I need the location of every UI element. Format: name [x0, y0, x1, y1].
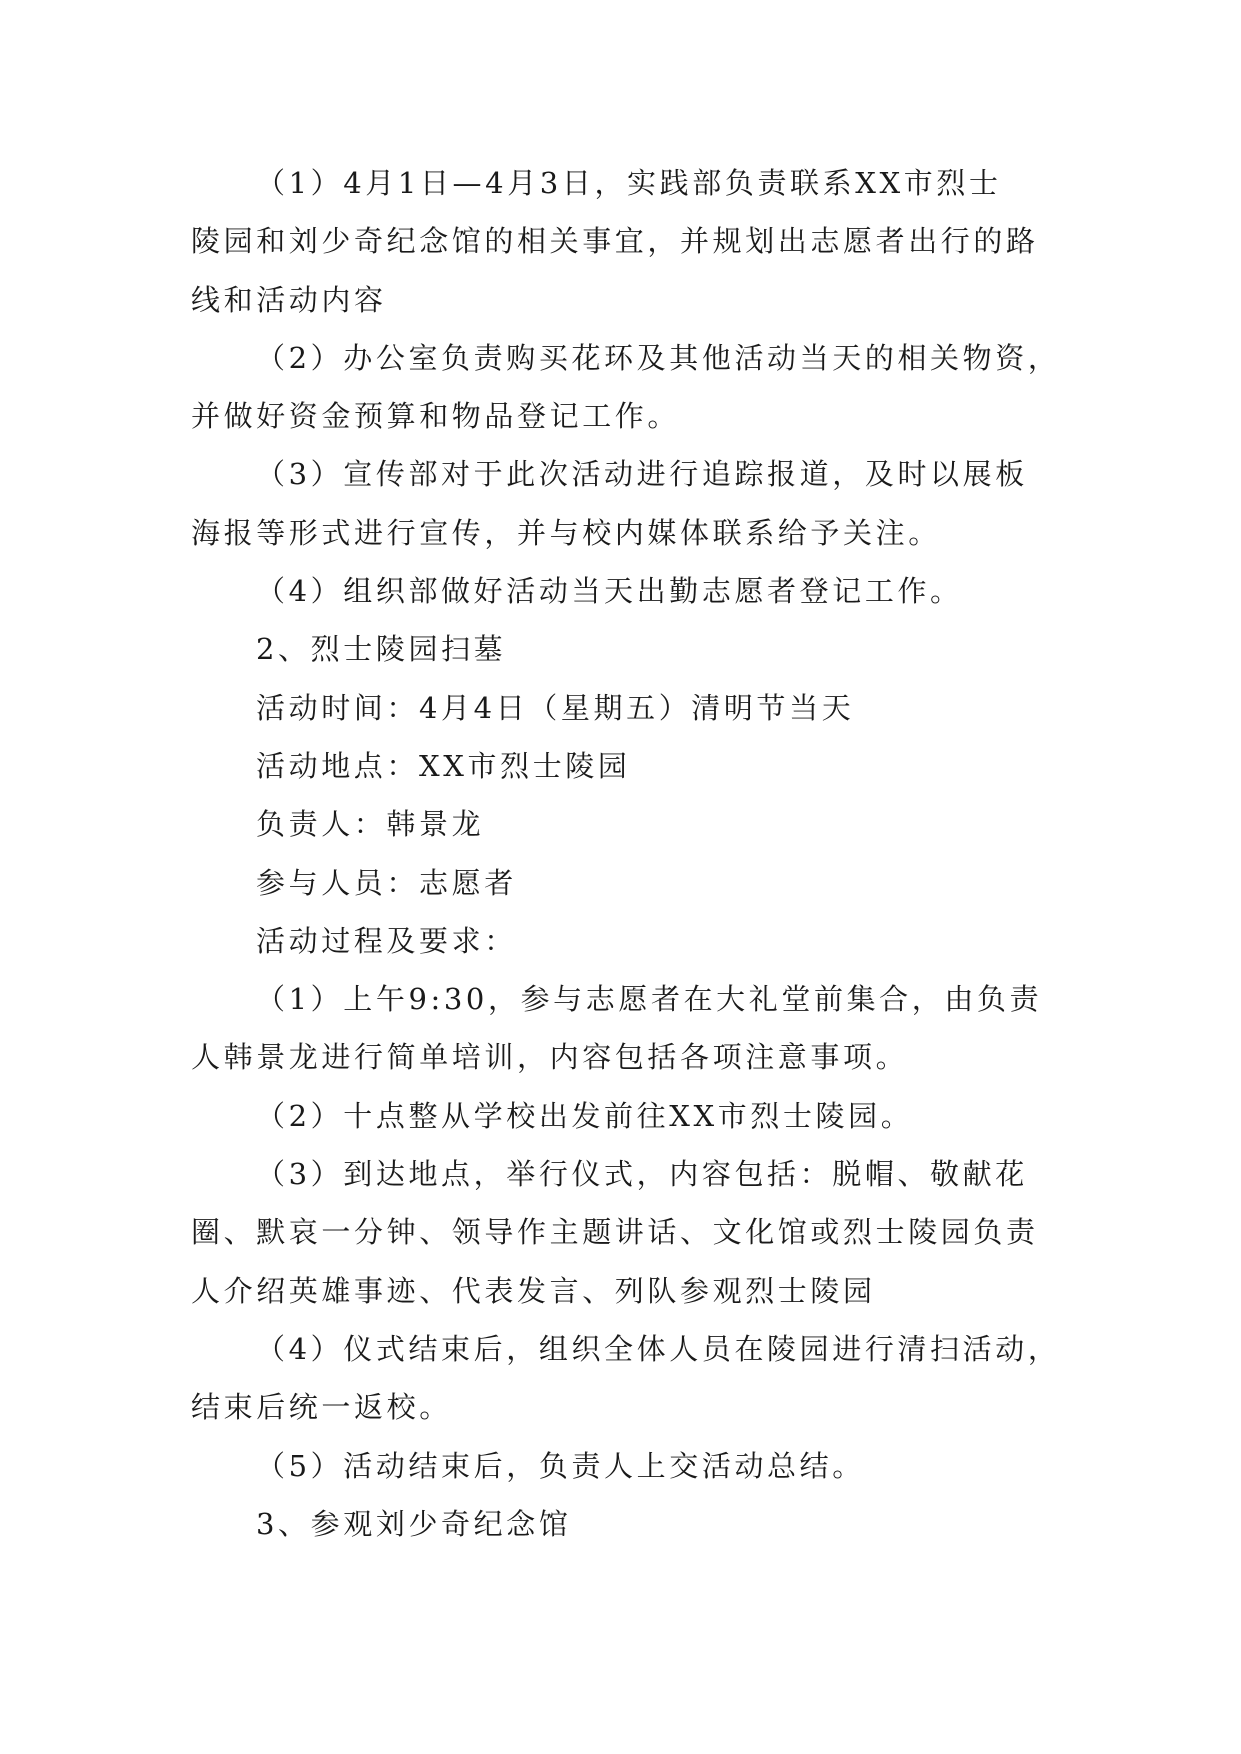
text-line: 陵园和刘少奇纪念馆的相关事宜，并规划出志愿者出行的路 [191, 224, 1039, 259]
text-line: （2）办公室负责购买花环及其他活动当天的相关物资， [256, 340, 1061, 375]
text-line: 人韩景龙进行简单培训，内容包括各项注意事项。 [191, 1040, 909, 1075]
text-line: 活动地点：XX市烈士陵园 [256, 748, 631, 783]
text-line: 参与人员：志愿者 [256, 865, 517, 900]
text-line: 线和活动内容 [191, 282, 387, 317]
text-line: （3）宣传部对于此次活动进行追踪报道，及时以展板 [256, 457, 1028, 492]
text-line: 圈、默哀一分钟、领导作主题讲话、文化馆或烈士陵园负责 [191, 1215, 1039, 1250]
text-line: 活动时间：4月4日（星期五）清明节当天 [256, 690, 855, 725]
section-heading: 3、参观刘少奇纪念馆 [256, 1506, 572, 1541]
text-line: （4）组织部做好活动当天出勤志愿者登记工作。 [256, 574, 963, 609]
text-line: （2）十点整从学校出发前往XX市烈士陵园。 [256, 1098, 914, 1133]
text-line: 海报等形式进行宣传，并与校内媒体联系给予关注。 [191, 515, 941, 550]
document-body [191, 154, 1061, 1553]
text-line: 并做好资金预算和物品登记工作。 [191, 399, 681, 434]
text-line: 人介绍英雄事迹、代表发言、列队参观烈士陵园 [191, 1273, 876, 1308]
text-line: （1）上午9:30，参与志愿者在大礼堂前集合，由负责 [256, 982, 1043, 1017]
text-line: 结束后统一返校。 [191, 1390, 452, 1425]
text-line: （4）仪式结束后，组织全体人员在陵园进行清扫活动， [256, 1331, 1061, 1366]
text-line: （3）到达地点，举行仪式，内容包括：脱帽、敬献花 [256, 1157, 1028, 1192]
section-heading: 2、烈士陵园扫墓 [256, 632, 507, 667]
text-line: （5）活动结束后，负责人上交活动总结。 [256, 1448, 865, 1483]
text-line: 负责人：韩景龙 [256, 807, 485, 842]
text-line: （1）4月1日—4月3日，实践部负责联系XX市烈士 [256, 166, 1002, 200]
text-line: 活动过程及要求： [256, 923, 517, 958]
